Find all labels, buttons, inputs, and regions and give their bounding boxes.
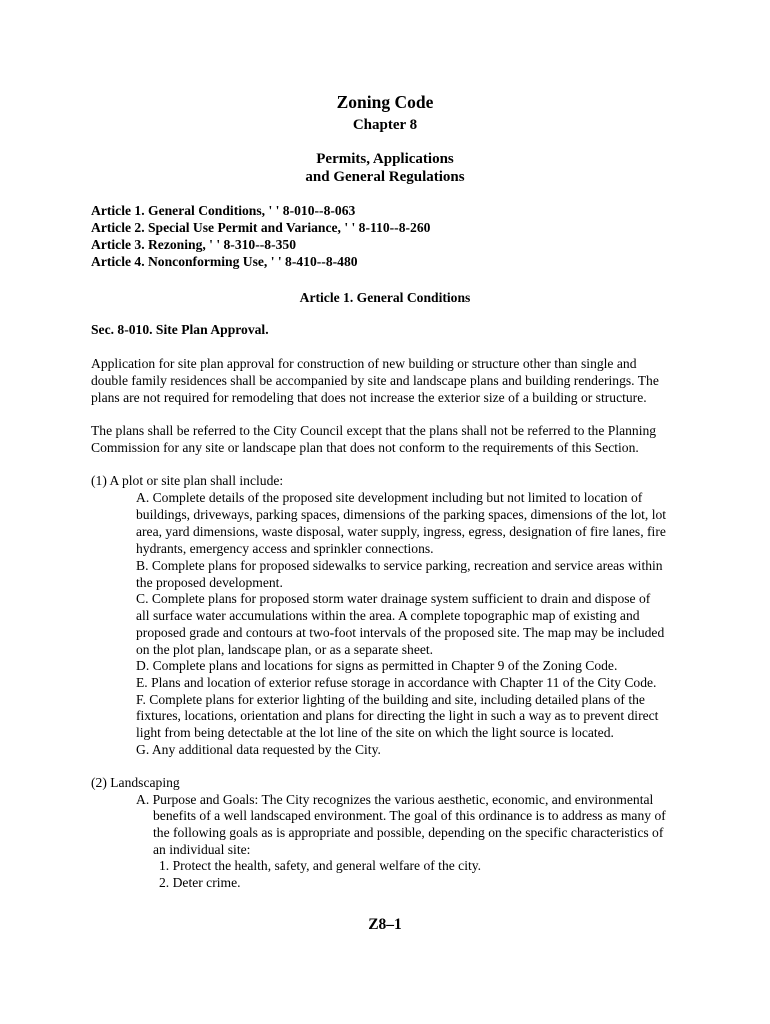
list-item-line: all surface water accumulations within the area. A complete topographic map of existing and [136, 608, 640, 623]
toc-item-article-3: Article 3. Rezoning, ' ' 8-310--8-350 [91, 237, 296, 252]
paragraph-line: Application for site plan approval for construction of new building or structure other than single and [91, 356, 637, 371]
paragraph-line: plans are not required for remodeling that does not increase the exterior size of a building or structure. [91, 390, 647, 405]
toc-item-article-1: Article 1. General Conditions, ' ' 8-010--8-063 [91, 203, 356, 218]
list-item-line: hydrants, emergency access and sprinkler connections. [136, 541, 434, 556]
subtitle-line-2: and General Regulations [305, 169, 465, 185]
list-item-line: F. Complete plans for exterior lighting of the building and site, including detailed plans of the [136, 692, 645, 707]
toc-item-article-4: Article 4. Nonconforming Use, ' ' 8-410--8-480 [91, 254, 358, 269]
toc-item-article-2: Article 2. Special Use Permit and Variance, ' ' 8-110--8-260 [91, 220, 431, 235]
paragraph-line: The plans shall be referred to the City Council except that the plans shall not be referred to the Planning [91, 423, 657, 438]
subtitle-line-1: Permits, Applications [316, 151, 454, 167]
list-item-line: area, yard dimensions, waste disposal, water supply, ingress, egress, designation of fire lanes, fire [136, 524, 666, 539]
section-heading: Sec. 8-010. Site Plan Approval. [91, 322, 269, 337]
list-item-line: an individual site: [153, 842, 251, 857]
goal-item: 1. Protect the health, safety, and general welfare of the city. [159, 858, 482, 873]
chapter-heading: Chapter 8 [352, 117, 418, 133]
paragraph-line: Commission for any site or landscape plan that does not conform to the requirements of this Section. [91, 440, 639, 455]
list-item-line: benefits of a well landscaped environment. The goal of this ordinance is to address as many of [153, 808, 666, 823]
list-item-line: fixtures, locations, orientation and plans for directing the light in such a way as to prevent direct [136, 708, 659, 723]
list-item-line: C. Complete plans for proposed storm water drainage system sufficient to drain and dispose of [136, 591, 651, 606]
list-heading-landscaping: (2) Landscaping [91, 775, 180, 790]
list-item-line: A. Complete details of the proposed site development including but not limited to location of [136, 490, 643, 505]
list-item-line: proposed grade and contours at two-foot intervals of the proposed site. The map may be included [136, 625, 665, 640]
list-heading-site-plan: (1) A plot or site plan shall include: [91, 473, 284, 488]
list-item-line: A. Purpose and Goals: The City recognizes the various aesthetic, economic, and environmental [136, 792, 654, 807]
goal-item: 2. Deter crime. [159, 875, 241, 890]
list-item-line: G. Any additional data requested by the City. [136, 742, 381, 757]
list-item-line: the following goals as is appropriate and possible, depending on the specific characteristics of [153, 825, 664, 840]
list-item-line: light from being detectable at the lot line of the site on which the light source is located. [136, 725, 614, 740]
list-item-line: D. Complete plans and locations for signs as permitted in Chapter 9 of the Zoning Code. [136, 658, 618, 673]
document-title: Zoning Code [336, 92, 434, 112]
paragraph-line: double family residences shall be accompanied by site and landscape plans and building renderings. The [91, 373, 659, 388]
article-heading: Article 1. General Conditions [299, 290, 471, 305]
page-number: Z8–1 [368, 916, 402, 933]
list-item-line: B. Complete plans for proposed sidewalks to service parking, recreation and service areas within [136, 558, 663, 573]
list-item-line: on the plot plan, landscape plan, or as a separate sheet. [136, 642, 434, 657]
list-item-line: buildings, driveways, parking spaces, dimensions of the parking spaces, dimensions of the lot, lot [136, 507, 667, 522]
list-item-line: the proposed development. [136, 575, 283, 590]
list-item-line: E. Plans and location of exterior refuse storage in accordance with Chapter 11 of the City Code. [136, 675, 657, 690]
